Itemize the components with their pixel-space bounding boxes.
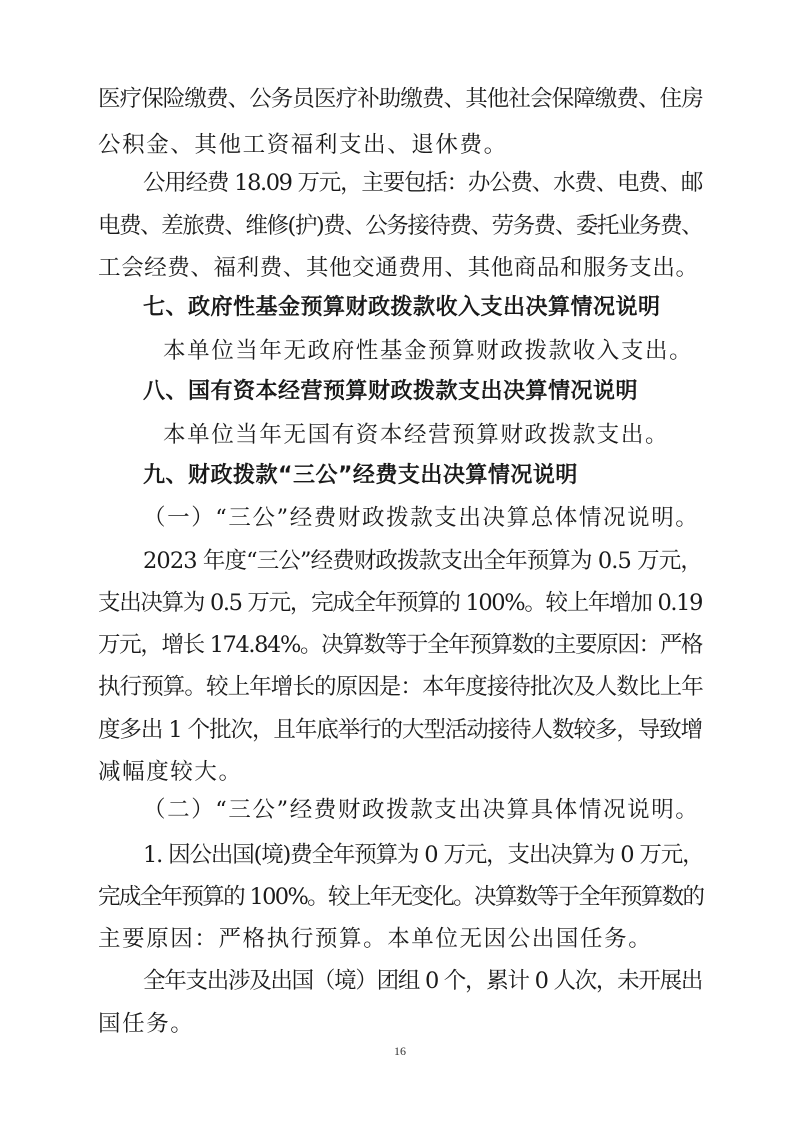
- body-text-line: 执行预算。较上年增长的原因是：本年度接待批次及人数比上年: [98, 674, 703, 700]
- body-text-line: 支出决算为 0.5 万元，完成全年预算的 100%。较上年增加 0.19: [98, 590, 702, 616]
- body-text-line: 减幅度较大。: [98, 759, 243, 785]
- section-heading: 七、政府性基金预算财政拨款收入支出决算情况说明: [143, 295, 661, 320]
- body-text-line: 1. 因公出国(境)费全年预算为 0 万元，支出决算为 0 万元，: [143, 842, 704, 868]
- body-text-line: 公积金、其他工资福利支出、退休费。: [98, 132, 508, 158]
- body-text-line: 度多出 1 个批次，且年底举行的大型活动接待人数较多，导致增: [98, 717, 702, 743]
- body-text-line: 主要原因：严格执行预算。本单位无因公出国任务。: [98, 926, 653, 952]
- subsection-heading: （一）“三公”经费财政拨款支出决算总体情况说明。: [143, 505, 700, 531]
- body-text-line: 全年支出涉及出国（境）团组 0 个，累计 0 人次，未开展出: [143, 968, 702, 994]
- body-text-line: 电费、差旅费、维修(护)费、公务接待费、劳务费、委托业务费、: [98, 213, 702, 239]
- body-text-line: 万元，增长 174.84%。决算数等于全年预算数的主要原因：严格: [98, 632, 702, 658]
- body-text-line: 国任务。: [98, 1011, 195, 1037]
- body-text-line: 完成全年预算的 100%。较上年无变化。决算数等于全年预算数的: [98, 884, 704, 910]
- section-heading: 九、财政拨款“三公”经费支出决算情况说明: [143, 463, 578, 488]
- section-heading: 八、国有资本经营预算财政拨款支出决算情况说明: [143, 379, 639, 404]
- body-text-line: 本单位当年无国有资本经营预算财政拨款支出。: [163, 422, 670, 448]
- body-text-line: 2023 年度“三公”经费财政拨款支出全年预算为 0.5 万元，: [143, 548, 702, 574]
- body-text-line: 医疗保险缴费、公务员医疗补助缴费、其他社会保障缴费、住房: [98, 86, 703, 112]
- subsection-heading: （二）“三公”经费财政拨款支出决算具体情况说明。: [143, 797, 700, 823]
- page-number: 16: [394, 1044, 406, 1058]
- body-text-line: 本单位当年无政府性基金预算财政拨款收入支出。: [163, 338, 694, 364]
- body-text-line: 工会经费、福利费、其他交通费用、其他商品和服务支出。: [98, 255, 699, 281]
- body-text-line: 公用经费 18.09 万元，主要包括：办公费、水费、电费、邮: [143, 170, 702, 196]
